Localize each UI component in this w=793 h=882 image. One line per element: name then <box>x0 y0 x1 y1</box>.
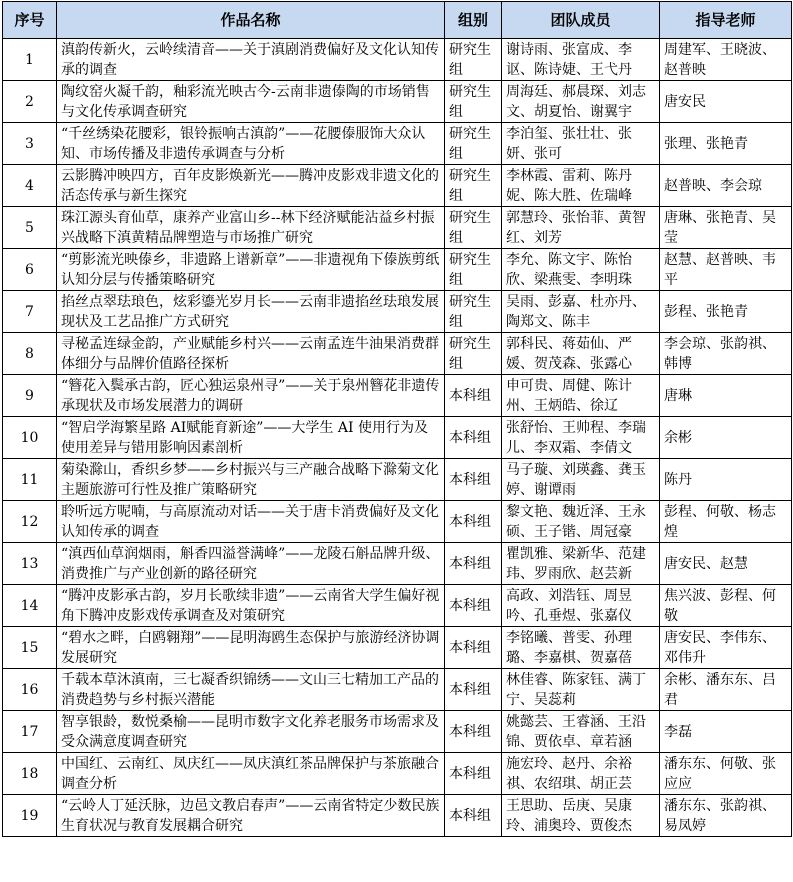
header-advisors: 指导老师 <box>660 2 792 39</box>
cell-no: 1 <box>3 39 57 81</box>
header-members: 团队成员 <box>502 2 660 39</box>
cell-members: 黎文艳、魏近泽、王永硕、王子锴、周冠豪 <box>502 501 660 543</box>
cell-members: 郭科民、蒋茹仙、严媛、贺茂森、张露心 <box>502 333 660 375</box>
cell-group: 本科组 <box>445 459 502 501</box>
cell-advisors: 潘东东、张韵祺、易凤婷 <box>660 795 792 837</box>
cell-group: 研究生组 <box>445 333 502 375</box>
cell-title: 千载本草沐滇南，三七凝香织锦绣——文山三七精加工产品的消费趋势与乡村振兴潜能 <box>57 669 445 711</box>
cell-advisors: 赵普映、李会琼 <box>660 165 792 207</box>
table-row <box>3 207 792 249</box>
table-row <box>3 123 792 165</box>
cell-members: 李铭曦、普雯、孙理璐、李嘉棋、贺嘉蓓 <box>502 627 660 669</box>
cell-title: 智享银龄，数悦桑榆——昆明市数字文化养老服务市场需求及受众满意度调查研究 <box>57 711 445 753</box>
cell-title: “剪影流光映傣乡，非遗路上谱新章”——非遗视角下傣族剪纸认知分层与传播策略研究 <box>57 249 445 291</box>
cell-no: 18 <box>3 753 57 795</box>
table-row <box>3 543 792 585</box>
cell-no: 2 <box>3 81 57 123</box>
cell-members: 林佳睿、陈家钰、满丁宁、吴蕊莉 <box>502 669 660 711</box>
table-row <box>3 39 792 81</box>
cell-group: 本科组 <box>445 627 502 669</box>
cell-group: 研究生组 <box>445 207 502 249</box>
cell-no: 16 <box>3 669 57 711</box>
cell-group: 研究生组 <box>445 39 502 81</box>
cell-members: 谢诗雨、张富成、李讴、陈诗婕、王弋丹 <box>502 39 660 81</box>
table-row <box>3 501 792 543</box>
header-title: 作品名称 <box>57 2 445 39</box>
cell-members: 王思助、岳庚、吴康玲、浦奥玲、贾俊杰 <box>502 795 660 837</box>
cell-title: 寻秘孟连绿金韵，产业赋能乡村兴——云南孟连牛油果消费群体细分与品牌价值路径探析 <box>57 333 445 375</box>
cell-title: 菊染滁山，香织乡梦——乡村振兴与三产融合战略下滁菊文化主题旅游可行性及推广策略研究 <box>57 459 445 501</box>
cell-no: 10 <box>3 417 57 459</box>
cell-title: 中国红、云南红、凤庆红——凤庆滇红茶品牌保护与茶旅融合调查分析 <box>57 753 445 795</box>
cell-group: 研究生组 <box>445 165 502 207</box>
cell-members: 李林霞、雷莉、陈丹妮、陈大胜、佐瑞峰 <box>502 165 660 207</box>
cell-title: 聆听远方呢喃，与高原流动对话——关于唐卡消费偏好及文化认知传承的调查 <box>57 501 445 543</box>
table-row <box>3 585 792 627</box>
cell-title: “簪花入鬓承古韵，匠心独运泉州寻”——关于泉州簪花非遗传承现状及市场发展潜力的调研 <box>57 375 445 417</box>
cell-members: 张舒怡、王帅程、李瑞儿、李双霜、李倩文 <box>502 417 660 459</box>
cell-no: 19 <box>3 795 57 837</box>
cell-group: 研究生组 <box>445 123 502 165</box>
cell-title: 陶纹窑火凝千韵，釉彩流光映古今-云南非遗傣陶的市场销售与文化传承调查研究 <box>57 81 445 123</box>
table-row <box>3 375 792 417</box>
table-row <box>3 333 792 375</box>
cell-advisors: 唐琳 <box>660 375 792 417</box>
cell-group: 本科组 <box>445 543 502 585</box>
cell-no: 5 <box>3 207 57 249</box>
table-row <box>3 249 792 291</box>
table-row <box>3 669 792 711</box>
cell-advisors: 唐安民、赵慧 <box>660 543 792 585</box>
cell-title: “智启学海繁星路 AI赋能育新途”——大学生 AI 使用行为及使用差异与错用影响因素剖析 <box>57 417 445 459</box>
cell-advisors: 潘东东、何敬、张应应 <box>660 753 792 795</box>
table-row <box>3 459 792 501</box>
award-list-table <box>2 1 792 837</box>
cell-advisors: 陈丹 <box>660 459 792 501</box>
cell-title: 掐丝点翠珐琅色，炫彩鎏光岁月长——云南非遗掐丝珐琅发展现状及工艺品推广方式研究 <box>57 291 445 333</box>
cell-title: “滇西仙草润烟雨，斛香四溢誉满峰”——龙陵石斛品牌升级、消费推广与产业创新的路径研究 <box>57 543 445 585</box>
cell-group: 本科组 <box>445 711 502 753</box>
cell-group: 本科组 <box>445 795 502 837</box>
table-row <box>3 165 792 207</box>
cell-members: 吴雨、彭嘉、杜亦丹、陶郑文、陈丰 <box>502 291 660 333</box>
cell-no: 9 <box>3 375 57 417</box>
cell-advisors: 唐琳、张艳青、吴莹 <box>660 207 792 249</box>
cell-title: “腾冲皮影承古韵，岁月长歌续非遗”——云南省大学生偏好视角下腾冲皮影戏传承调查及对策研究 <box>57 585 445 627</box>
cell-advisors: 周建军、王晓波、赵普映 <box>660 39 792 81</box>
cell-advisors: 李磊 <box>660 711 792 753</box>
table-row <box>3 795 792 837</box>
cell-no: 6 <box>3 249 57 291</box>
cell-advisors: 赵慧、赵普映、韦平 <box>660 249 792 291</box>
cell-title: 滇韵传新火，云岭续清音——关于滇剧消费偏好及文化认知传承的调查 <box>57 39 445 81</box>
cell-no: 13 <box>3 543 57 585</box>
table-row <box>3 627 792 669</box>
cell-advisors: 余彬 <box>660 417 792 459</box>
cell-members: 申可贵、周健、陈计州、王炳皓、徐辽 <box>502 375 660 417</box>
cell-group: 研究生组 <box>445 81 502 123</box>
cell-title: 珠江源头育仙草，康养产业富山乡--林下经济赋能沾益乡村振兴战略下滇黄精品牌塑造与市场推广研究 <box>57 207 445 249</box>
cell-group: 本科组 <box>445 417 502 459</box>
cell-no: 3 <box>3 123 57 165</box>
cell-no: 17 <box>3 711 57 753</box>
cell-title: “千丝绣染花腰彩，银铃振响古滇韵”——花腰傣服饰大众认知、市场传播及非遗传承调查与分析 <box>57 123 445 165</box>
cell-group: 本科组 <box>445 501 502 543</box>
cell-advisors: 李会琼、张韵祺、韩博 <box>660 333 792 375</box>
cell-group: 本科组 <box>445 753 502 795</box>
table-row <box>3 753 792 795</box>
table-row <box>3 81 792 123</box>
cell-group: 本科组 <box>445 669 502 711</box>
table-row <box>3 291 792 333</box>
cell-advisors: 唐安民 <box>660 81 792 123</box>
header-row <box>3 2 792 39</box>
cell-no: 8 <box>3 333 57 375</box>
header-group: 组别 <box>445 2 502 39</box>
cell-group: 研究生组 <box>445 291 502 333</box>
table-body <box>3 39 792 837</box>
cell-members: 李泊玺、张壮壮、张妍、张可 <box>502 123 660 165</box>
cell-members: 李允、陈文宇、陈怡欣、梁燕雯、李明珠 <box>502 249 660 291</box>
cell-advisors: 张理、张艳青 <box>660 123 792 165</box>
cell-members: 施宏玲、赵丹、余裕祺、农绍琪、胡正芸 <box>502 753 660 795</box>
cell-advisors: 焦兴波、彭程、何敬 <box>660 585 792 627</box>
cell-advisors: 彭程、张艳青 <box>660 291 792 333</box>
cell-no: 12 <box>3 501 57 543</box>
cell-no: 7 <box>3 291 57 333</box>
cell-no: 14 <box>3 585 57 627</box>
cell-no: 11 <box>3 459 57 501</box>
cell-members: 瞿凯雅、梁新华、范建玮、罗雨欣、赵芸新 <box>502 543 660 585</box>
cell-no: 4 <box>3 165 57 207</box>
table-row <box>3 417 792 459</box>
cell-members: 马子璇、刘瑛鑫、龚玉婷、谢谭雨 <box>502 459 660 501</box>
table-row <box>3 711 792 753</box>
cell-title: “碧水之畔，白鸥翱翔”——昆明海鸥生态保护与旅游经济协调发展研究 <box>57 627 445 669</box>
cell-members: 周海廷、郝晨琛、刘志文、胡夏怡、谢翼宇 <box>502 81 660 123</box>
cell-advisors: 唐安民、李伟东、邓伟升 <box>660 627 792 669</box>
cell-members: 姚懿芸、王睿涵、王沿锦、贾依卓、章若涵 <box>502 711 660 753</box>
cell-advisors: 彭程、何敬、杨志煌 <box>660 501 792 543</box>
cell-group: 本科组 <box>445 585 502 627</box>
header-no: 序号 <box>3 2 57 39</box>
cell-group: 研究生组 <box>445 249 502 291</box>
cell-title: 云影腾冲映四方，百年皮影焕新光——腾冲皮影戏非遗文化的活态传承与新生探究 <box>57 165 445 207</box>
cell-group: 本科组 <box>445 375 502 417</box>
cell-members: 高政、刘浩钰、周昱吟、孔垂煜、张嘉仪 <box>502 585 660 627</box>
cell-no: 15 <box>3 627 57 669</box>
cell-advisors: 余彬、潘东东、吕君 <box>660 669 792 711</box>
cell-title: “云岭人丁延沃脉，边邑文教启春声”——云南省特定少数民族生育状况与教育发展耦合研究 <box>57 795 445 837</box>
cell-members: 郭慧玲、张怡菲、黄智红、刘芳 <box>502 207 660 249</box>
